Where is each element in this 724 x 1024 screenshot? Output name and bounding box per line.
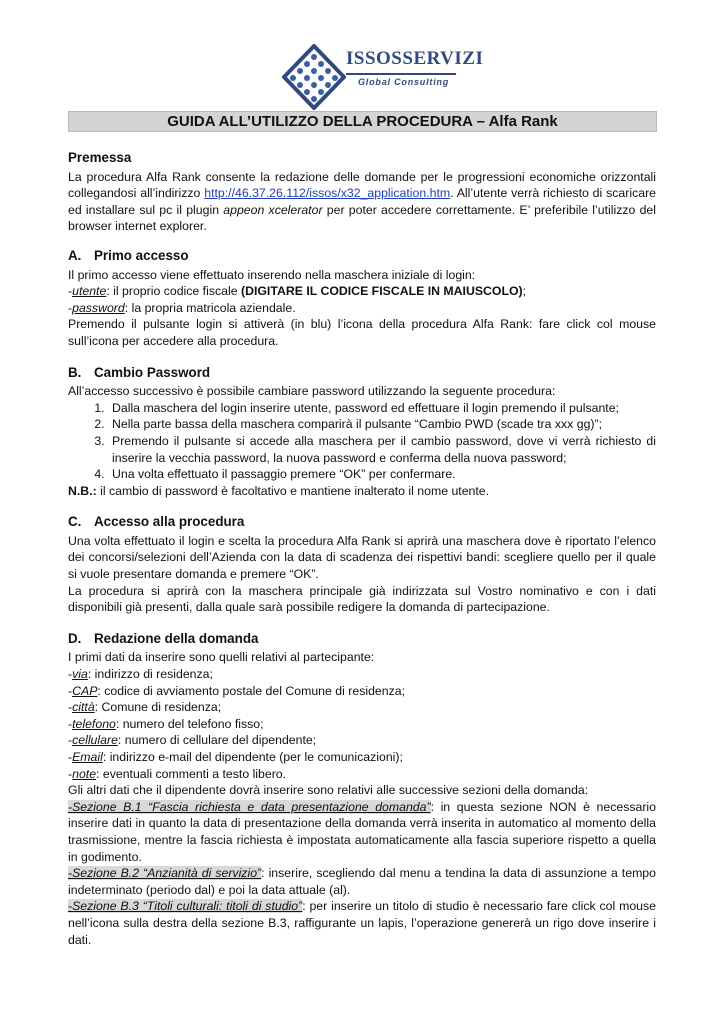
section-c-paragraph-1: Una volta effettuato il login e scelta la procedura Alfa Rank si aprirà una maschera dove è riportato l’elenco dei concorsi/selezioni dell’Azienda con la data di scadenza dei rispettivi bandi: scegliere quello per il quale si vuole presentare domanda e premere “OK”.	[68, 533, 656, 582]
section-label-text: Sezione B.2 “Anzianità di servizio”	[72, 866, 262, 881]
field-label: note	[72, 766, 97, 781]
section-label: -Sezione B.2 “Anzianità di servizio”	[68, 866, 262, 881]
section-text: : per inserire un titolo di studio è necessario fare click col mouse nell’icona sulla destra della sezione B.3, raffigurante un lapis, l’operazione genererà un rigo dove inserire i dati.	[68, 899, 656, 947]
field-label: Email	[72, 750, 103, 764]
section-a-letter: A.	[68, 247, 82, 263]
section-c-heading	[68, 514, 656, 531]
list-item: 3. Premendo il pulsante si accede alla maschera per il cambio password, dove vi verrà richiesto di inserire la vecchia password, la nuova password e conferma della nuova password;	[108, 433, 656, 466]
field-text: : indirizzo di residenza;	[87, 667, 213, 682]
section-c-title: Accesso alla procedura	[94, 514, 245, 530]
diamond-dots-icon	[282, 44, 346, 110]
section-b-note	[68, 483, 656, 500]
logo-text	[346, 48, 484, 87]
section-label: -Sezione B.1 “Fascia richiesta e data presentazione domanda”	[68, 799, 431, 814]
section-d-others: Gli altri dati che il dipendente dovrà inserire sono relativi alle successive sezioni della domanda:	[68, 783, 589, 798]
section-c-letter: C.	[68, 514, 82, 530]
logo-tagline: Global Consulting	[358, 77, 450, 87]
section-c-paragraph-2: La procedura si aprirà con la maschera principale già indirizzata sul Vostro nominativo e con i dati disponibili già presenti, dalla quale sarà possibile redigere la domanda di partecipazione.	[68, 583, 656, 615]
field-item: -note: eventuali commenti a testo libero.	[68, 766, 287, 781]
section-a-title: Primo accesso	[94, 247, 189, 263]
section-b-letter: B.	[68, 364, 82, 380]
utente-end: ;	[522, 284, 527, 299]
utente-bold: (DIGITARE IL CODICE FISCALE IN MAIUSCOLO)	[240, 284, 523, 299]
document-body	[68, 150, 656, 948]
password-steps-list	[68, 400, 656, 483]
section-b-intro: All’accesso successivo è possibile cambiare password utilizzando la seguente procedura:	[68, 384, 556, 399]
section-a-intro: Il primo accesso viene effettuato inserendo nella maschera iniziale di login:	[68, 267, 476, 282]
section-label-text: Sezione B.1 “Fascia richiesta e data presentazione domanda”	[72, 799, 431, 814]
field-label: telefono	[72, 716, 116, 731]
field-text: : numero di cellulare del dipendente;	[117, 733, 317, 748]
section-d-title: Redazione della domanda	[94, 630, 259, 646]
field-text: : indirizzo e-mail del dipendente (per le comunicazioni);	[102, 750, 403, 764]
section-item	[68, 898, 656, 948]
field-item: -cellulare: numero di cellulare del dipendente;	[68, 733, 317, 748]
section-a-password: -password: la propria matricola aziendale.	[68, 300, 296, 315]
field-text: : numero del telefono fisso;	[115, 716, 264, 731]
field-label: cellulare	[72, 733, 118, 748]
field-text: : eventuali commenti a testo libero.	[96, 766, 287, 781]
premessa-heading: Premessa	[68, 150, 132, 165]
utente-text: : il proprio codice fiscale	[106, 284, 241, 299]
premessa-text-a: La procedura Alfa Rank consente la redazione delle domande per le progressioni economiche orizzontali collegandosi all’indirizzo	[68, 169, 656, 201]
field-item: -telefono: numero del telefono fisso;	[68, 716, 264, 731]
field-text: : Comune di residenza;	[94, 700, 222, 715]
section-b-title: Cambio Password	[94, 364, 211, 380]
section-label: -Sezione B.3 “Titoli culturali: titoli di studio”	[68, 899, 303, 914]
nb-text: il cambio di password è facoltativo e mantiene inalterato il nome utente.	[96, 483, 490, 498]
logo-divider	[346, 73, 456, 75]
field-item: -città: Comune di residenza;	[68, 700, 222, 715]
section-a-heading	[68, 248, 656, 265]
password-label: password	[72, 300, 125, 315]
section-d-heading	[68, 631, 656, 648]
plugin-name: appeon xcelerator	[223, 202, 323, 217]
section-d-intro: I primi dati da inserire sono quelli relativi al partecipante:	[68, 650, 375, 665]
logo-name: ISSOSSERVIZI	[346, 48, 484, 69]
nb-label: N.B.:	[68, 483, 97, 498]
field-label: città	[72, 700, 95, 715]
field-item: -via: indirizzo di residenza;	[68, 667, 213, 682]
section-a-utente: -utente: il proprio codice fiscale (DIGITARE IL CODICE FISCALE IN MAIUSCOLO);	[68, 284, 527, 299]
list-item: 4. Una volta effettuato il passaggio premere “OK” per confermare.	[108, 466, 656, 483]
field-label: CAP	[72, 683, 98, 698]
list-item: 2. Nella parte bassa della maschera comparirà il pulsante “Cambio PWD (scade tra xxx gg)”;	[108, 416, 656, 433]
list-item: 1. Dalla maschera del login inserire utente, password ed effettuare il login premendo il pulsante;	[108, 400, 656, 417]
section-b-heading	[68, 365, 656, 382]
premessa-text-c: per poter accedere correttamente. E’ preferibile l’utilizzo del browser internet explorer.	[68, 202, 656, 234]
field-item: -CAP: codice di avviamento postale del Comune di residenza;	[68, 683, 406, 698]
section-a-outro: Premendo il pulsante login si attiverà (in blu) l’icona della procedura Alfa Rank: fare click col mouse sull’icona per accedere alla procedura.	[68, 317, 656, 348]
field-text: : codice di avviamento postale del Comune di residenza;	[97, 683, 406, 698]
field-item: -Email: indirizzo e-mail del dipendente (per le comunicazioni);	[68, 750, 403, 764]
section-item	[68, 799, 656, 865]
section-label-text: Sezione B.3 “Titoli culturali: titoli di studio”	[72, 899, 303, 914]
company-logo	[282, 44, 484, 110]
section-d-letter: D.	[68, 630, 82, 646]
password-text: : la propria matricola aziendale.	[124, 300, 296, 315]
section-item	[68, 865, 656, 898]
field-label: via	[72, 667, 88, 682]
application-link[interactable]: http://46.37.26.112/issos/x32_application.htm	[204, 186, 451, 201]
section-text: : inserire, scegliendo dal menu a tendina la data di assunzione a tempo indeterminato (periodo dal) e poi la data attuale (al).	[68, 866, 656, 897]
section-text: : in questa sezione NON è necessario inserire dati in quanto la data di presentazione della domanda verrà inserita in automatico al momento della trasmissione, mentre la fascia richiesta è impostata automaticamente alla fascia superiore rispetto a quella in godimento.	[68, 799, 656, 864]
document-title: GUIDA ALL’UTILIZZO DELLA PROCEDURA – Alfa Rank	[68, 111, 657, 132]
utente-label: utente	[72, 284, 107, 299]
premessa-text-b: . All’utente verrà richiesto di scaricare ed installare sul pc il plugin	[68, 186, 656, 217]
premessa-paragraph	[68, 169, 656, 235]
